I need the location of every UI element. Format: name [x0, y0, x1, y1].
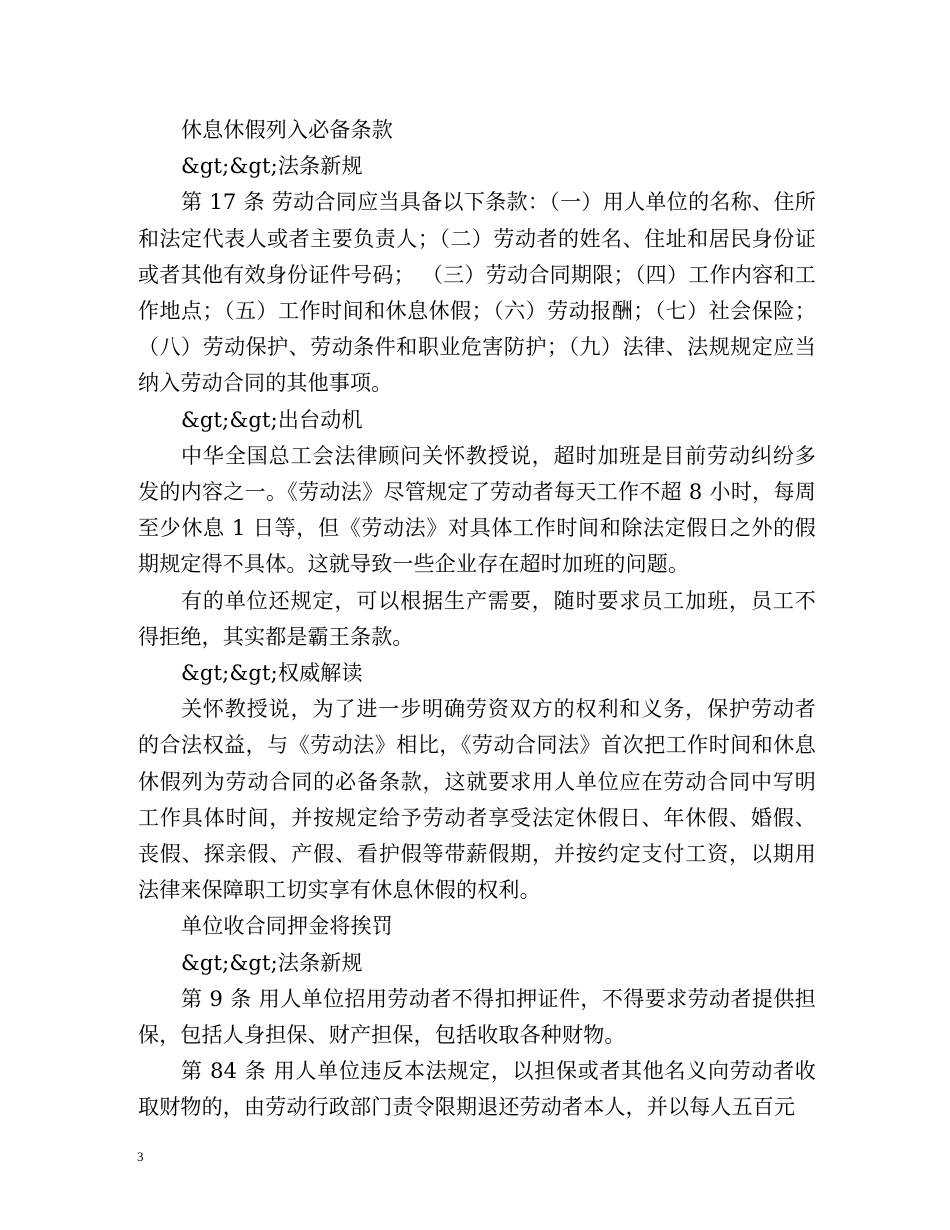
section-heading-rest-leave: 休息休假列入必备条款: [181, 118, 393, 142]
paragraph-article-84: 第 84 条 用人单位违反本法规定，以担保或者其他名义向劳动者收取财物的，由劳动行政部门责令限期退还劳动者本人，并以每人五百元: [138, 1059, 816, 1120]
paragraph-overtime-background: 中华全国总工会法律顾问关怀教授说，超时加班是目前劳动纠纷多发的内容之一。《劳动法》尽管规定了劳动者每天工作不超 8 小时，每周至少休息 1 日等，但《劳动法》对具体工作时间和除法定假日之外的假期规定得不具体。这就导致一些企业存在超时加班的问题。: [138, 443, 816, 577]
subheading-new-provision-2: &gt;&gt;法条新规: [181, 950, 363, 975]
paragraph-interpretation: 关怀教授说，为了进一步明确劳资双方的权利和义务，保护劳动者的合法权益，与《劳动法》相比，《劳动合同法》首次把工作时间和休息休假列为劳动合同的必备条款，这就要求用人单位应在劳动合同中写明工作具体时间，并按规定给予劳动者享受法定休假日、年休假、婚假、丧假、探亲假、产假、看护假等带薪假期，并按约定支付工资，以期用法律来保障职工切实享有休息休假的权利。: [138, 697, 816, 903]
paragraph-article-17: 第 17 条 劳动合同应当具备以下条款：（一）用人单位的名称、住所和法定代表人或者主要负责人；（二）劳动者的姓名、住址和居民身份证或者其他有效身份证件号码； （三）劳动合同期限；（四）工作内容和工作地点；（五）工作时间和休息休假；（六）劳动报酬；（七）社会保险；（八）劳动保护、劳动条件和职业危害防护；（九）法律、法规规定应当纳入劳动合同的其他事项。: [138, 190, 816, 396]
paragraph-unfair-terms: 有的单位还规定，可以根据生产需要，随时要求员工加班，员工不得拒绝，其实都是霸王条款。: [138, 588, 816, 649]
subheading-motivation: &gt;&gt;出台动机: [181, 407, 363, 432]
page-number: 3: [137, 1149, 144, 1164]
section-heading-deposit-penalty: 单位收合同押金将挨罚: [181, 914, 393, 939]
document-body: [138, 112, 816, 1126]
subheading-authoritative-reading: &gt;&gt;权威解读: [181, 661, 363, 686]
paragraph-article-9: 第 9 条 用人单位招用劳动者不得扣押证件，不得要求劳动者提供担保，包括人身担保、财产担保，包括收取各种财物。: [138, 986, 816, 1048]
subheading-new-provision: &gt;&gt;法条新规: [181, 154, 363, 179]
